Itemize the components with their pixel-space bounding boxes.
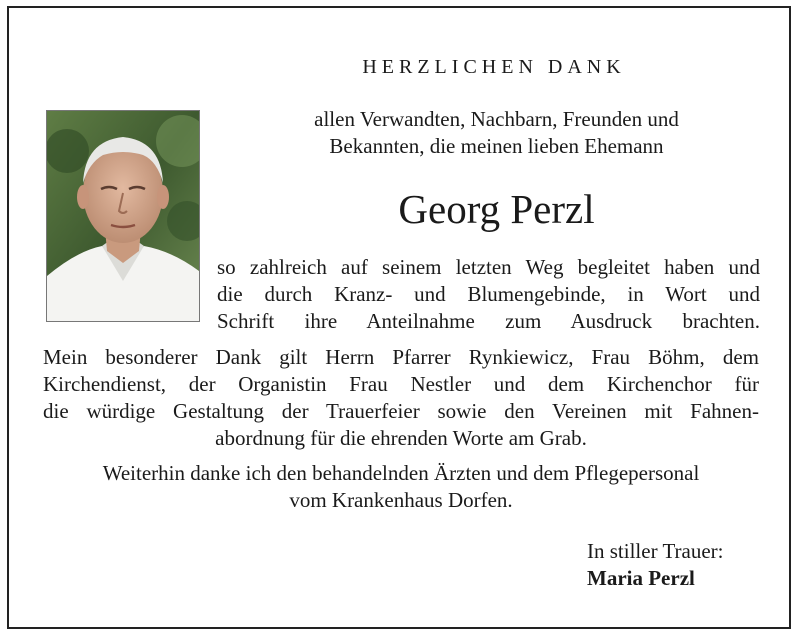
obituary-notice	[7, 6, 791, 629]
intro-line: allen Verwandten, Nachbarn, Freunden und	[314, 107, 679, 131]
paragraph-line: Weiterhin danke ich den behandelnden Ärzten und dem Pflegepersonal	[102, 461, 700, 485]
signoff-label: In stiller Trauer:	[587, 539, 724, 563]
signoff-name: Maria Perzl	[587, 566, 695, 590]
signoff	[587, 538, 787, 592]
paragraph-line: die würdige Gestaltung der Trauerfeier sowie den Vereinen mit Fahnen-	[43, 399, 759, 423]
thanks-paragraph-1	[217, 254, 760, 335]
notice-heading: HERZLICHEN DANK	[362, 56, 626, 78]
portrait-photo	[46, 110, 200, 322]
paragraph-line: abordnung für die ehrenden Worte am Grab.	[215, 426, 587, 450]
paragraph-line: Kirchendienst, der Organistin Frau Nestler und dem Kirchenchor für	[43, 372, 759, 396]
thanks-paragraph-3	[43, 460, 759, 514]
intro-text	[214, 106, 779, 160]
paragraph-line: vom Krankenhaus Dorfen.	[289, 488, 513, 512]
paragraph-line: so zahlreich auf seinem letzten Weg begleitet haben und	[217, 255, 760, 279]
deceased-name: Georg Perzl	[398, 186, 595, 232]
intro-line: Bekannten, die meinen lieben Ehemann	[329, 134, 664, 158]
thanks-paragraph-2	[43, 344, 759, 452]
paragraph-line: die durch Kranz- und Blumengebinde, in Wort und	[217, 282, 760, 306]
paragraph-line: Schrift ihre Anteilnahme zum Ausdruck brachten.	[217, 309, 760, 333]
paragraph-line: Mein besonderer Dank gilt Herrn Pfarrer Rynkiewicz, Frau Böhm, dem	[43, 345, 759, 369]
